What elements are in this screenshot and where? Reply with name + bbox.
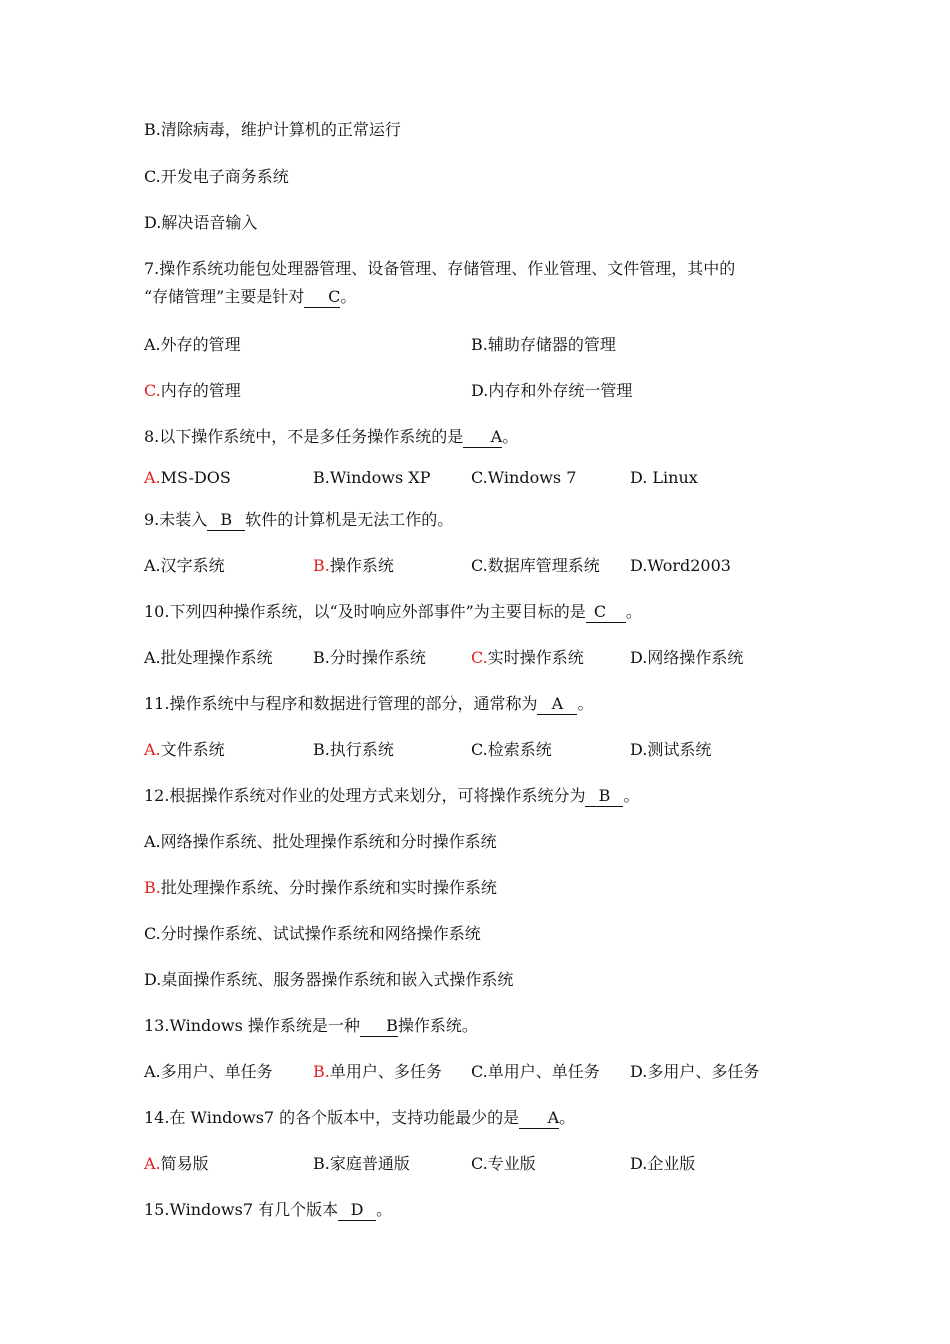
q7-answer-blank: C <box>304 287 340 308</box>
q12-option-d: D.桌面操作系统、服务器操作系统和嵌入式操作系统 <box>144 970 514 989</box>
q8-option-b: B.Windows XP <box>313 468 431 487</box>
q8-stem-end: 。 <box>502 427 519 446</box>
option-b-line: B.清除病毒，维护计算机的正常运行 <box>144 120 401 139</box>
q11-stem-text: 11.操作系统中与程序和数据进行管理的部分，通常称为 <box>144 694 538 713</box>
q11-option-b: B.执行系统 <box>313 740 394 759</box>
q14-option-b: B.家庭普通版 <box>313 1154 410 1173</box>
q11-option-a-letter: A. <box>144 740 161 759</box>
q7-stem-end: 。 <box>340 287 357 306</box>
q12-option-b-text: 批处理操作系统、分时操作系统和实时操作系统 <box>160 878 497 897</box>
q14-stem <box>144 1107 575 1129</box>
option-d-line: D.解决语音输入 <box>144 213 258 232</box>
q14-stem-text: 14.在 Windows7 的各个版本中，支持功能最少的是 <box>144 1108 520 1127</box>
q7-option-c-letter: C. <box>144 381 161 400</box>
q12-option-c: C.分时操作系统、试试操作系统和网络操作系统 <box>144 924 481 943</box>
q10-option-d: D.网络操作系统 <box>630 648 744 667</box>
q8-option-a <box>144 467 231 489</box>
q9-option-b-letter: B. <box>313 556 330 575</box>
q11-option-a <box>144 739 225 761</box>
q14-option-d: D.企业版 <box>630 1154 696 1173</box>
q10-option-c-letter: C. <box>471 648 488 667</box>
q7-option-a: A.外存的管理 <box>144 335 241 354</box>
q14-answer-blank: A <box>519 1108 559 1129</box>
q14-stem-end: 。 <box>559 1108 576 1127</box>
q10-stem <box>144 601 642 623</box>
q8-option-d: D. Linux <box>630 468 698 487</box>
q10-stem-end: 。 <box>625 602 642 621</box>
q7-option-d: D.内存和外存统一管理 <box>471 381 633 400</box>
q11-stem-end: 。 <box>577 694 594 713</box>
q15-stem-end: 。 <box>376 1200 393 1219</box>
q15-answer-blank: D <box>338 1200 376 1221</box>
q9-option-a: A.汉字系统 <box>144 556 225 575</box>
q13-answer-blank: B <box>360 1016 398 1037</box>
q8-stem <box>144 426 518 448</box>
q13-stem-text: 13.Windows 操作系统是一种 <box>144 1016 360 1035</box>
option-c-line: C.开发电子商务系统 <box>144 167 289 186</box>
q12-stem-end: 。 <box>623 786 640 805</box>
q11-stem <box>144 693 593 715</box>
q14-option-a <box>144 1153 209 1175</box>
q9-option-d: D.Word2003 <box>630 556 731 575</box>
q13-option-b <box>313 1061 442 1083</box>
q11-option-a-text: 文件系统 <box>160 740 225 759</box>
q9-option-c: C.数据库管理系统 <box>471 556 600 575</box>
q15-stem-text: 15.Windows7 有几个版本 <box>144 1200 339 1219</box>
q7-option-b: B.辅助存储器的管理 <box>471 335 616 354</box>
q8-option-c: C.Windows 7 <box>471 468 577 487</box>
q10-option-c <box>471 647 584 669</box>
q13-stem-end: 操作系统。 <box>397 1016 478 1035</box>
q7-stem-line1: 7.操作系统功能包处理器管理、设备管理、存储管理、作业管理、文件管理，其中的 <box>144 259 736 278</box>
q8-stem-text: 8.以下操作系统中，不是多任务操作系统的是 <box>144 427 464 446</box>
q7-option-c <box>144 380 241 402</box>
q12-stem-text: 12.根据操作系统对作业的处理方式来划分，可将操作系统分为 <box>144 786 586 805</box>
q15-stem <box>144 1199 392 1221</box>
q13-stem <box>144 1015 478 1037</box>
q12-option-a: A.网络操作系统、批处理操作系统和分时操作系统 <box>144 832 497 851</box>
q10-answer-blank: C <box>586 602 626 623</box>
q13-option-a: A.多用户、单任务 <box>144 1062 273 1081</box>
q12-stem <box>144 785 639 807</box>
q9-stem <box>144 509 453 531</box>
q11-answer-blank: A <box>537 694 577 715</box>
q7-stem-line2 <box>144 286 356 308</box>
q13-option-d: D.多用户、多任务 <box>630 1062 760 1081</box>
q14-option-a-letter: A. <box>144 1154 161 1173</box>
q13-option-c: C.单用户、单任务 <box>471 1062 600 1081</box>
q9-answer-blank: B <box>207 510 245 531</box>
q8-answer-blank: A <box>463 427 502 448</box>
q7-stem-text: “存储管理”主要是针对 <box>144 287 305 306</box>
q14-option-c: C.专业版 <box>471 1154 536 1173</box>
q10-option-c-text: 实时操作系统 <box>487 648 584 667</box>
q12-option-b <box>144 877 497 899</box>
q10-option-a: A.批处理操作系统 <box>144 648 273 667</box>
q9-stem-end: 软件的计算机是无法工作的。 <box>245 510 454 529</box>
q11-option-d: D.测试系统 <box>630 740 712 759</box>
q12-option-b-letter: B. <box>144 878 161 897</box>
q13-option-b-text: 单用户、多任务 <box>329 1062 442 1081</box>
q14-option-a-text: 简易版 <box>160 1154 209 1173</box>
q8-option-a-text: MS-DOS <box>160 468 231 487</box>
q11-option-c: C.检索系统 <box>471 740 552 759</box>
q12-answer-blank: B <box>585 786 623 807</box>
q10-stem-text: 10.下列四种操作系统，以“及时响应外部事件”为主要目标的是 <box>144 602 586 621</box>
q9-stem-text: 9.未装入 <box>144 510 208 529</box>
q7-option-c-text: 内存的管理 <box>160 381 241 400</box>
q13-option-b-letter: B. <box>313 1062 330 1081</box>
q8-option-a-letter: A. <box>144 468 161 487</box>
q10-option-b: B.分时操作系统 <box>313 648 426 667</box>
q9-option-b-text: 操作系统 <box>329 556 394 575</box>
q9-option-b <box>313 555 394 577</box>
